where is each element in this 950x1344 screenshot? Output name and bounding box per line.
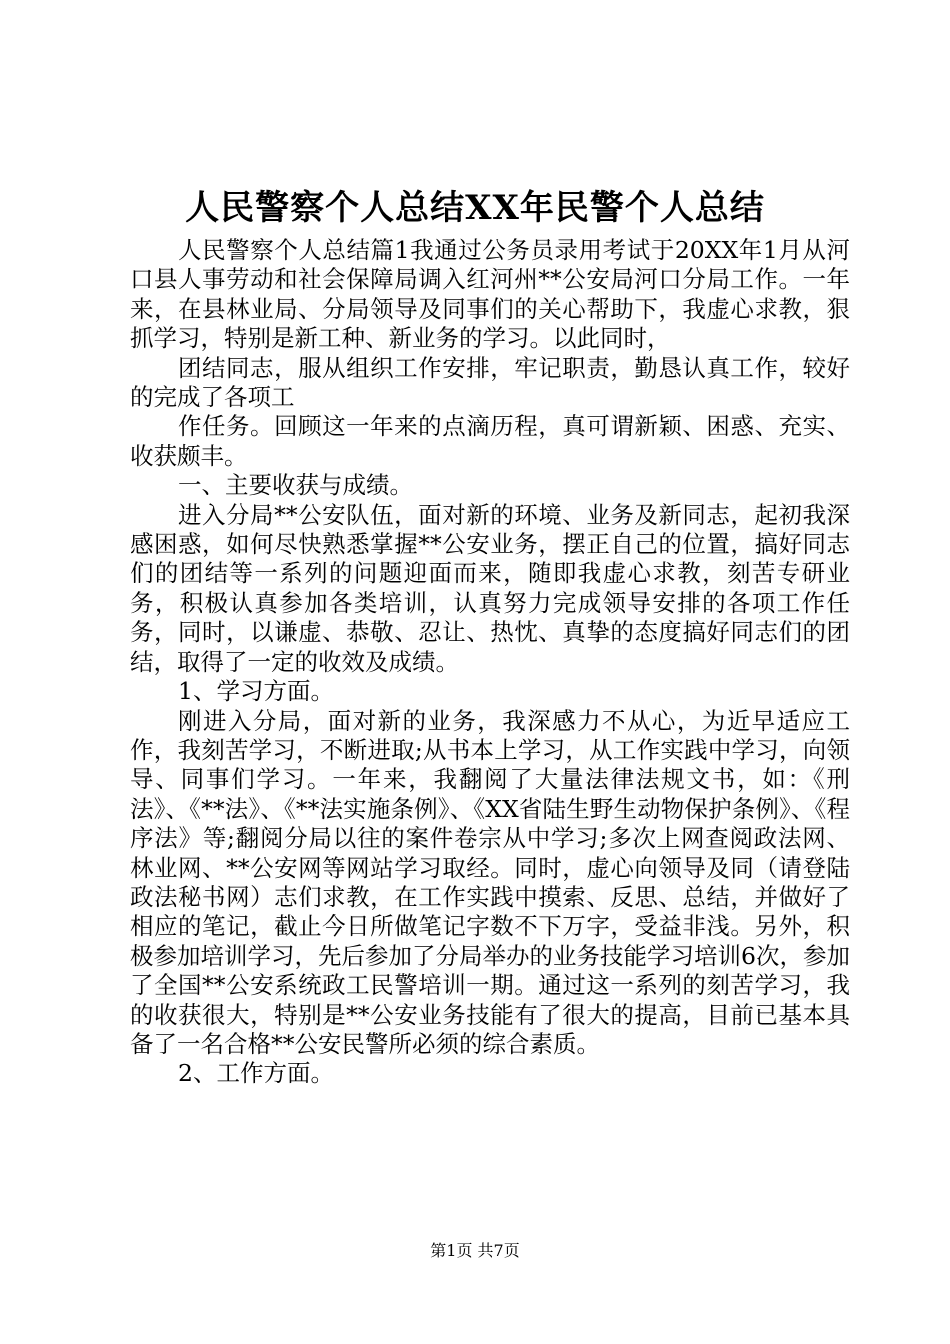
paragraph-intro: 人民警察个人总结篇1我通过公务员录用考试于20XX年1月从河口县人事劳动和社会保障局调入红河州**公安局河口分局工作。一年来，在县林业局、分局领导及同事们的关心帮助下，我虚心求教，狠抓学习，特别是新工种、新业务的学习。以此同时， xyxy=(130,236,850,353)
document-body xyxy=(130,236,850,1089)
section-heading-achievements: 一、主要收获与成绩。 xyxy=(178,471,413,500)
document-title: 人民警察个人总结XX年民警个人总结 xyxy=(185,188,765,228)
paragraph-study: 刚进入分局，面对新的业务，我深感力不从心，为近早适应工作，我刻苦学习，不断进取;从书本上学习，从工作实践中学习，向领导、同事们学习。一年来，我翻阅了大量法律法规文书，如：《刑法》、《**法》、《**法实施条例》、《XX省陆生野生动物保护条例》、《程序法》等;翻阅分局以往的案件卷宗从中学习;多次上网查阅政法网、林业网、**公安网等网站学习取经。同时，虚心向领导及同（请登陆政法秘书网）志们求教，在工作实践中摸索、反思、总结，并做好了相应的笔记，截止今日所做笔记字数不下万字，受益非浅。另外，积极参加培训学习，先后参加了分局举办的业务技能学习培训6次，参加了全国**公安系统政工民警培训一期。通过这一系列的刻苦学习，我的收获很大，特别是**公安业务技能有了很大的提高，目前已基本具备了一名合格**公安民警所必须的综合素质。 xyxy=(130,706,850,1058)
subsection-heading-work: 2、工作方面。 xyxy=(178,1059,334,1088)
subsection-heading-study: 1、学习方面。 xyxy=(178,677,334,706)
paragraph-unity: 团结同志，服从组织工作安排，牢记职责，勤恳认真工作，较好的完成了各项工 xyxy=(130,353,850,412)
paragraph-joining: 进入分局**公安队伍，面对新的环境、业务及新同志，起初我深感困惑，如何尽快熟悉掌握**公安业务，摆正自己的位置，搞好同志们的团结等一系列的问题迎面而来，随即我虚心求教，刻苦专研业务，积极认真参加各类培训，认真努力完成领导安排的各项工作任务，同时，以谦虚、恭敬、忍让、热忱、真挚的态度搞好同志们的团结，取得了一定的收效及成绩。 xyxy=(130,500,850,676)
paragraph-review: 作任务。回顾这一年来的点滴历程，真可谓新颖、困惑、充实、收获颇丰。 xyxy=(130,412,850,470)
page-footer: 第1页 共7页 xyxy=(430,1241,520,1260)
